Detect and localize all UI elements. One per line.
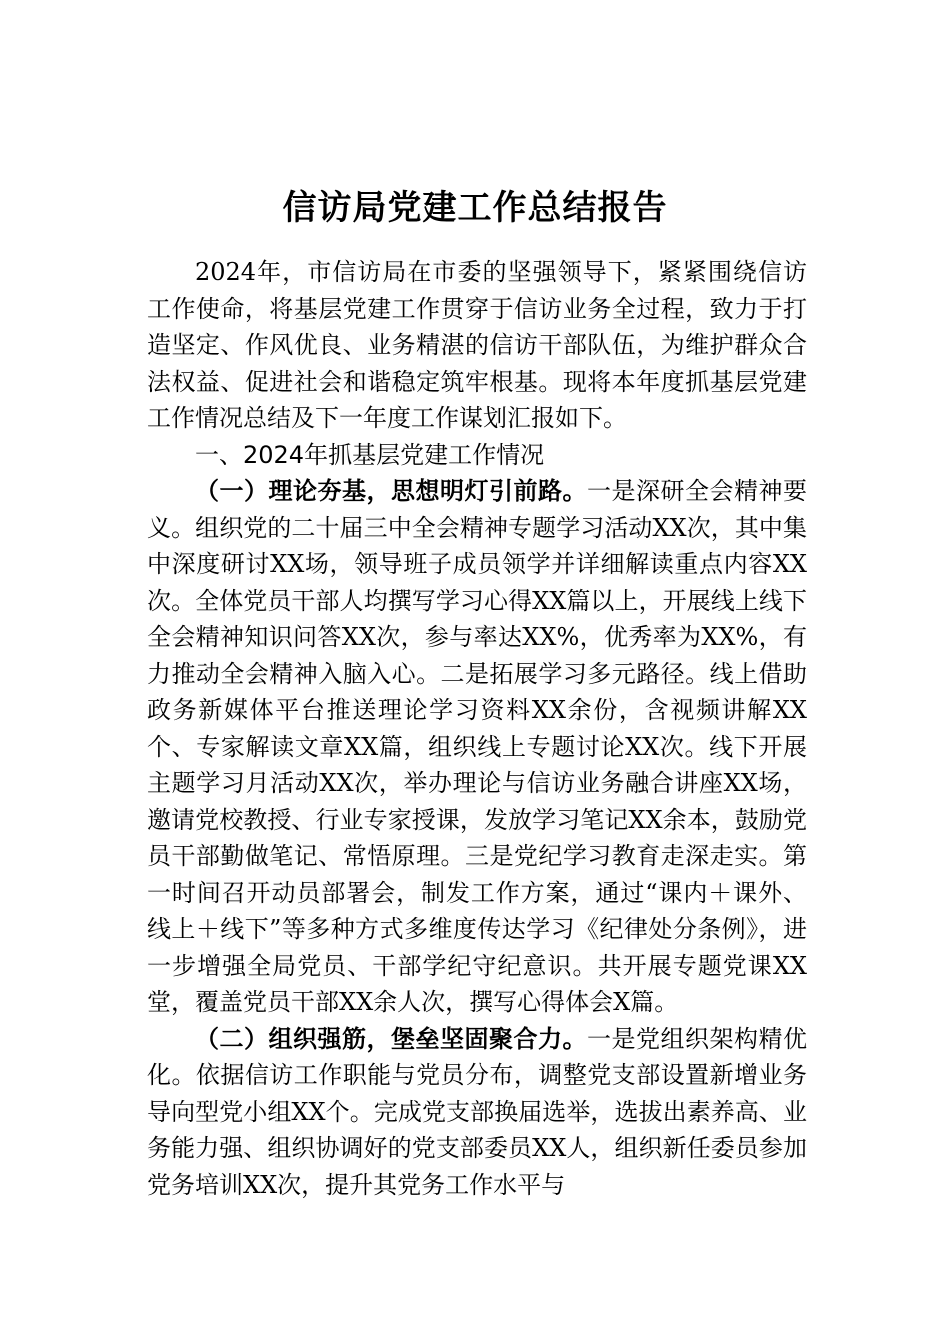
part1-text: 一是深研全会精神要义。组织党的二十届三中全会精神专题学习活动XX次，其中集中深度研讨XX场，领导班子成员领学并详细解读重点内容XX次。全体党员干部人均撰写学习心得XX篇以上，开展线上线下全会精神知识问答XX次，参与率达XX%，优秀率为XX%，有力推动全会精神入脑入心。二是拓展学习多元路径。线上借助政务新媒体平台推送理论学习资料XX余份，含视频讲解XX个、专家解读文章XX篇，组织线上专题讨论XX次。线下开展主题学习月活动XX次，举办理论与信访业务融合讲座XX场，邀请党校教授、行业专家授课，发放学习笔记XX余本，鼓励党员干部勤做笔记、常悟原理。三是党纪学习教育走深走实。第一时间召开动员部署会，制发工作方案，通过“课内＋课外、线上＋线下”等多种方式多维度传达学习《纪律处分条例》，进一步增强全局党员、干部学纪守纪意识。共开展专题党课XX堂，覆盖党员干部XX余人次，撰写心得体会X篇。 [147, 477, 807, 1016]
section-heading: 一、2024年抓基层党建工作情况 [195, 440, 545, 469]
page-title: 信访局党建工作总结报告 [282, 187, 668, 228]
document-body [147, 254, 807, 1203]
part2-paragraph [147, 1021, 807, 1204]
intro-paragraph: 2024年，市信访局在市委的坚强领导下，紧紧围绕信访工作使命，将基层党建工作贯穿于信访业务全过程，致力于打造坚定、作风优良、业务精湛的信访干部队伍，为维护群众合法权益、促进社会和谐稳定筑牢根基。现将本年度抓基层党建工作情况总结及下一年度工作谋划汇报如下。 [147, 258, 807, 432]
part2-heading: （二）组织强筋，堡垒坚固聚合力。 [195, 1023, 587, 1053]
part2-text: 一是党组织架构精优化。依据信访工作职能与党员分布，调整党支部设置新增业务导向型党小组XX个。完成党支部换届选举，选拔出素养高、业务能力强、组织协调好的党支部委员XX人，组织新任委员参加党务培训XX次，提升其党务工作水平与 [147, 1024, 807, 1199]
part1-paragraph [147, 473, 807, 1021]
part1-heading: （一）理论夯基，思想明灯引前路。 [195, 476, 587, 505]
